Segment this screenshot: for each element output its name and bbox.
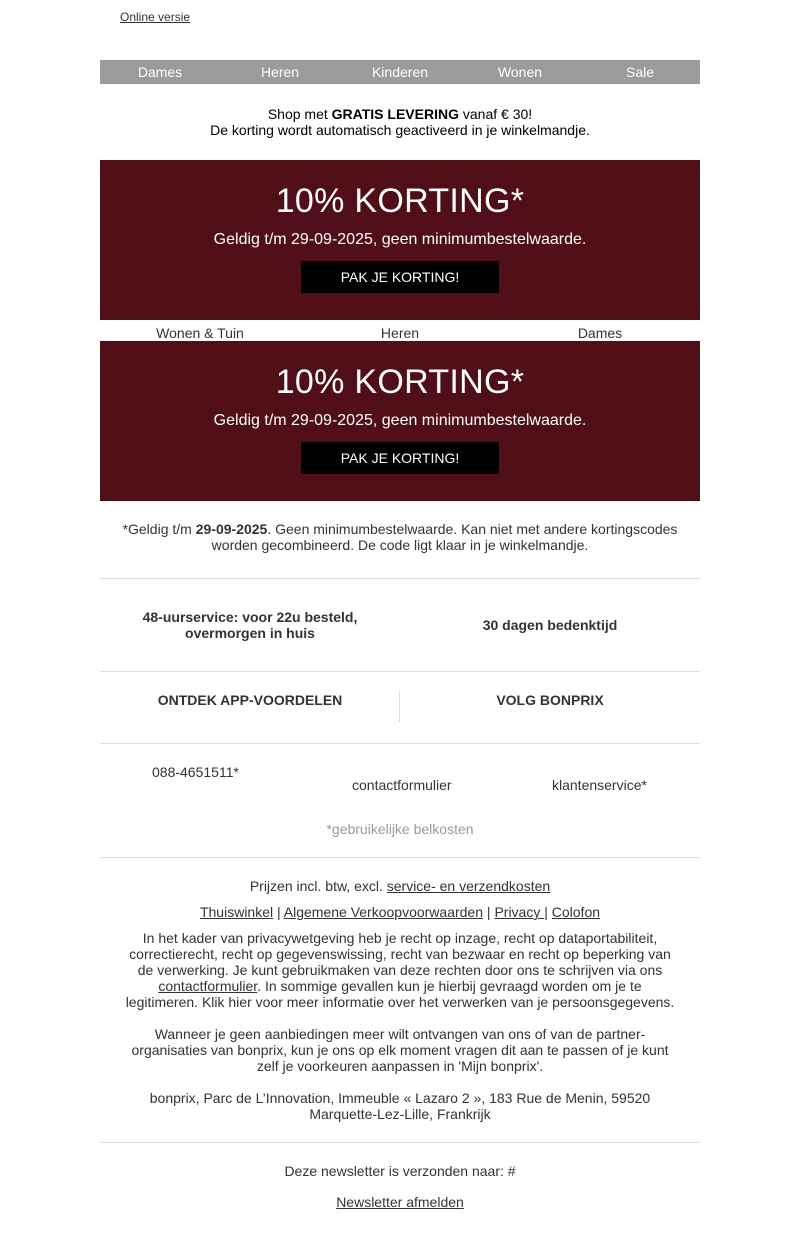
- sent-to-note: Deze newsletter is verzonden naar: #: [284, 1163, 516, 1179]
- prices-text: Prijzen incl. btw, excl.: [249, 878, 387, 894]
- unsubscribe-link[interactable]: Newsletter afmelden: [336, 1194, 464, 1210]
- separator: |: [486, 904, 491, 920]
- separator: |: [544, 904, 548, 920]
- divider: [100, 857, 700, 858]
- promo-subline: Geldig t/m 29-09-2025, geen minimumbestelwaarde.: [213, 231, 587, 248]
- app-benefits-link[interactable]: ONTDEK APP-VOORDELEN: [157, 692, 343, 708]
- call-costs-note: *gebruikelijke belkosten: [326, 821, 474, 837]
- category-dames[interactable]: Dames: [577, 325, 623, 341]
- privacy-text-2: . In sommige gevallen kun je hierbij gevraagd worden om je te legitimeren. Klik: [125, 978, 642, 1010]
- promo-button[interactable]: PAK JE KORTING!: [301, 442, 499, 474]
- terms-link[interactable]: Algemene Verkoopvoorwaarden: [283, 904, 484, 920]
- contact-form-link[interactable]: contactformulier: [352, 777, 452, 793]
- usp-row: [100, 579, 700, 671]
- nav-item-dames[interactable]: Dames: [137, 64, 183, 80]
- discount-footnote: [100, 521, 700, 553]
- divider: [100, 671, 700, 672]
- usp-delivery-line2: overmorgen in huis: [185, 625, 315, 641]
- legal-section: [100, 878, 700, 1122]
- online-version-link[interactable]: Online versie: [120, 10, 191, 24]
- shipping-suffix: vanaf € 30!: [458, 106, 533, 122]
- category-wonen-tuin[interactable]: Wonen & Tuin: [156, 325, 244, 341]
- privacy-paragraph: [100, 930, 700, 1010]
- phone-link[interactable]: 088-4651511*: [152, 764, 239, 780]
- follow-bonprix-link[interactable]: VOLG BONPRIX: [496, 692, 604, 708]
- privacy-text-3: voor meer informatie over het verwerken van je persoonsgegevens.: [251, 994, 675, 1010]
- privacy-link[interactable]: Privacy: [494, 904, 545, 920]
- contact-row: [100, 764, 700, 804]
- nav-item-wonen[interactable]: Wonen: [497, 64, 543, 80]
- footnote-prefix: *Geldig t/m: [122, 521, 196, 537]
- shipping-banner: [100, 106, 700, 138]
- shipping-bold: GRATIS LEVERING: [331, 106, 459, 122]
- footnote-date: 29-09-2025: [195, 521, 268, 537]
- divider: [100, 1142, 700, 1143]
- usp-delivery: [100, 579, 400, 671]
- promo-banner-1[interactable]: [100, 160, 700, 320]
- unsubscribe-info: Wanneer je geen aanbiedingen meer wilt ontvangen van ons of van de partner-organisaties van bonprix, kun je ons op elk moment vragen dit aan te passen of je kunt zelf je voorkeuren aanpassen in 'Mijn bonprix'.: [131, 1026, 669, 1074]
- promo-button[interactable]: PAK JE KORTING!: [301, 261, 499, 293]
- shipping-costs-link[interactable]: service- en verzendkosten: [386, 878, 551, 894]
- shipping-prefix: Shop met: [267, 106, 332, 122]
- footnote-rest: . Geen minimumbestelwaarde. Kan niet met andere kortingscodes worden gecombineerd. De code ligt klaar in je winkelmandje.: [211, 521, 678, 553]
- privacy-text-1: In het kader van privacywetgeving heb je recht op inzage, recht op dataportabiliteit, correctierecht, recht op gegevenswissing, recht van bezwaar en recht op beperking van de verwerking. Je kunt gebruikmaken van deze rechten door ons te schrijven via ons: [129, 930, 671, 978]
- thuiswinkel-link[interactable]: Thuiswinkel: [199, 904, 274, 920]
- divider: [100, 743, 700, 744]
- category-links: [100, 321, 700, 341]
- vertical-divider: [399, 692, 400, 722]
- privacy-contact-form-link[interactable]: contactformulier: [158, 978, 258, 994]
- nav-item-heren[interactable]: Heren: [260, 64, 300, 80]
- promo-headline: 10% KORTING*: [275, 182, 525, 220]
- usp-return: 30 dagen bedenktijd: [482, 617, 618, 633]
- promo-headline: 10% KORTING*: [275, 363, 525, 401]
- unsubscribe-row: [100, 1194, 700, 1210]
- nav-item-sale[interactable]: Sale: [625, 64, 655, 80]
- colofon-link[interactable]: Colofon: [551, 904, 601, 920]
- promo-subline: Geldig t/m 29-09-2025, geen minimumbestelwaarde.: [213, 412, 587, 429]
- category-heren[interactable]: Heren: [380, 325, 420, 341]
- separator: |: [277, 904, 281, 920]
- usp-delivery-line1: 48-uurservice: voor 22u besteld,: [142, 609, 358, 625]
- promo-banner-2[interactable]: [100, 341, 700, 501]
- shipping-line2: De korting wordt automatisch geactiveerd in je winkelmandje.: [210, 122, 590, 138]
- company-address: bonprix, Parc de L’Innovation, Immeuble « Lazaro 2 », 183 Rue de Menin, 59520 Marquette-Lez-Lille, Frankrijk: [149, 1090, 651, 1122]
- main-nav: [100, 60, 700, 84]
- nav-item-kinderen[interactable]: Kinderen: [371, 64, 429, 80]
- customer-service-link[interactable]: klantenservice*: [552, 777, 647, 793]
- app-follow-row: [100, 690, 700, 724]
- here-link[interactable]: hier: [228, 994, 252, 1010]
